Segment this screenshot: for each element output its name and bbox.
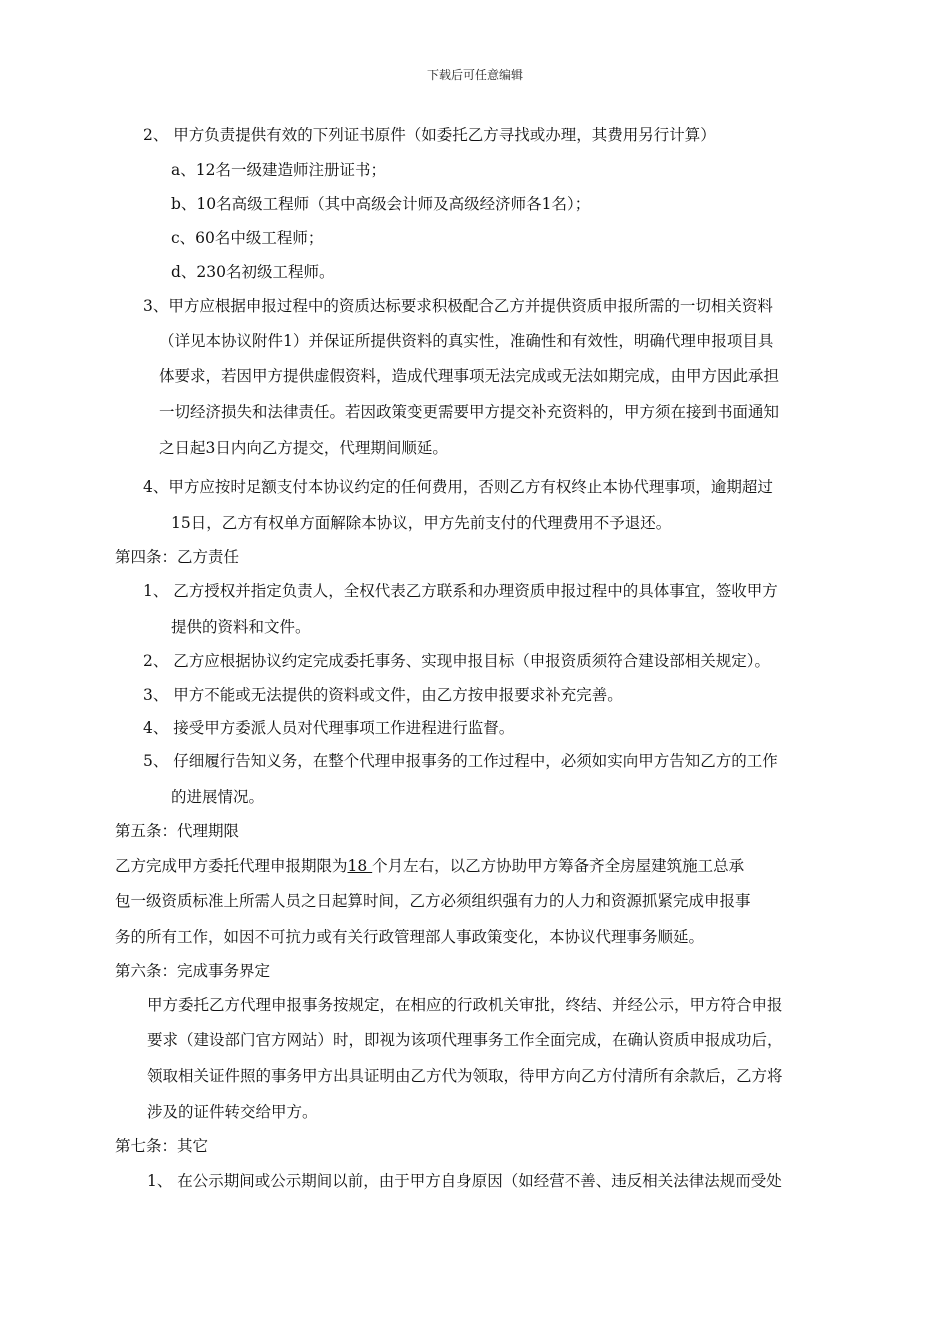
section-5-text-a: 乙方完成甲方委托代理申报期限为 [115, 857, 348, 875]
clause-3-4-line-2: 15日，乙方有权单方面解除本协议，甲方先前支付的代理费用不予退还。 [171, 514, 672, 532]
clause-3-3-line-3: 体要求，若因甲方提供虚假资料，造成代理事项无法完成或无法如期完成，由甲方因此承担 [159, 367, 780, 385]
clause-4-4: 4、 接受甲方委派人员对代理事项工作进程进行监督。 [143, 719, 515, 737]
item-c: c、60名中级工程师； [171, 229, 324, 247]
clause-3-4-line-1: 4、甲方应按时足额支付本协议约定的任何费用，否则乙方有权终止本协代理事项，逾期超过 [143, 478, 773, 496]
clause-4-5-line-1: 5、 仔细履行告知义务，在整个代理申报事务的工作过程中，必须如实向甲方告知乙方的工作 [143, 752, 778, 770]
clause-4-5-line-2: 的进展情况。 [171, 788, 265, 806]
clause-3-3-line-1: 3、甲方应根据申报过程中的资质达标要求积极配合乙方并提供资质申报所需的一切相关资料 [143, 297, 773, 315]
clause-3-2: 2、 甲方负责提供有效的下列证书原件（如委托乙方寻找或办理，其费用另行计算） [143, 126, 716, 144]
section-5-title: 第五条：代理期限 [115, 822, 240, 840]
clause-3-3-line-5: 之日起3日内向乙方提交，代理期间顺延。 [159, 439, 448, 457]
section-6-line-2: 要求（建设部门官方网站）时，即视为该项代理事务工作全面完成，在确认资质申报成功后， [147, 1031, 783, 1049]
item-d: d、230名初级工程师。 [171, 263, 335, 281]
clause-4-2: 2、 乙方应根据协议约定完成委托事务、实现申报目标（申报资质须符合建设部相关规定）。 [143, 652, 771, 670]
clause-4-1-line-2: 提供的资料和文件。 [171, 618, 311, 636]
section-6-line-4: 涉及的证件转交给甲方。 [147, 1103, 318, 1121]
section-6-title: 第六条：完成事务界定 [115, 962, 271, 980]
period-months-value: 18 [347, 857, 373, 875]
section-5-line-3: 务的所有工作，如因不可抗力或有关行政管理部人事政策变化，本协议代理事务顺延。 [115, 928, 705, 946]
section-5-line-2: 包一级资质标准上所需人员之日起算时间，乙方必须组织强有力的人力和资源抓紧完成申报事 [115, 892, 751, 910]
clause-3-3-line-4: 一切经济损失和法律责任。若因政策变更需要甲方提交补充资料的，甲方须在接到书面通知 [159, 403, 780, 421]
item-a: a、12名一级建造师注册证书； [171, 161, 386, 179]
clause-7-1-line-1: 1、 在公示期间或公示期间以前，由于甲方自身原因（如经营不善、违反相关法律法规而受处 [147, 1172, 782, 1190]
section-4-title: 第四条：乙方责任 [115, 548, 240, 566]
page-header: 下载后可任意编辑 [426, 68, 523, 82]
section-7-title: 第七条：其它 [115, 1137, 209, 1155]
item-b: b、10名高级工程师（其中高级会计师及高级经济师各1名）； [171, 195, 591, 213]
section-5-text-b: 个月左右，以乙方协助甲方筹备齐全房屋建筑施工总承 [372, 857, 745, 875]
clause-4-1-line-1: 1、 乙方授权并指定负责人，全权代表乙方联系和办理资质申报过程中的具体事宜，签收甲方 [143, 582, 778, 600]
section-6-line-1: 甲方委托乙方代理申报事务按规定，在相应的行政机关审批，终结、并经公示，甲方符合申报 [147, 996, 783, 1014]
section-6-line-3: 领取相关证件照的事务甲方出具证明由乙方代为领取，待甲方向乙方付清所有余款后，乙方将 [147, 1067, 783, 1085]
clause-4-3: 3、 甲方不能或无法提供的资料或文件，由乙方按申报要求补充完善。 [143, 686, 623, 704]
section-5-line-1 [115, 856, 744, 876]
clause-3-3-line-2: （详见本协议附件1）并保证所提供资料的真实性，准确性和有效性，明确代理申报项目具 [159, 332, 774, 350]
